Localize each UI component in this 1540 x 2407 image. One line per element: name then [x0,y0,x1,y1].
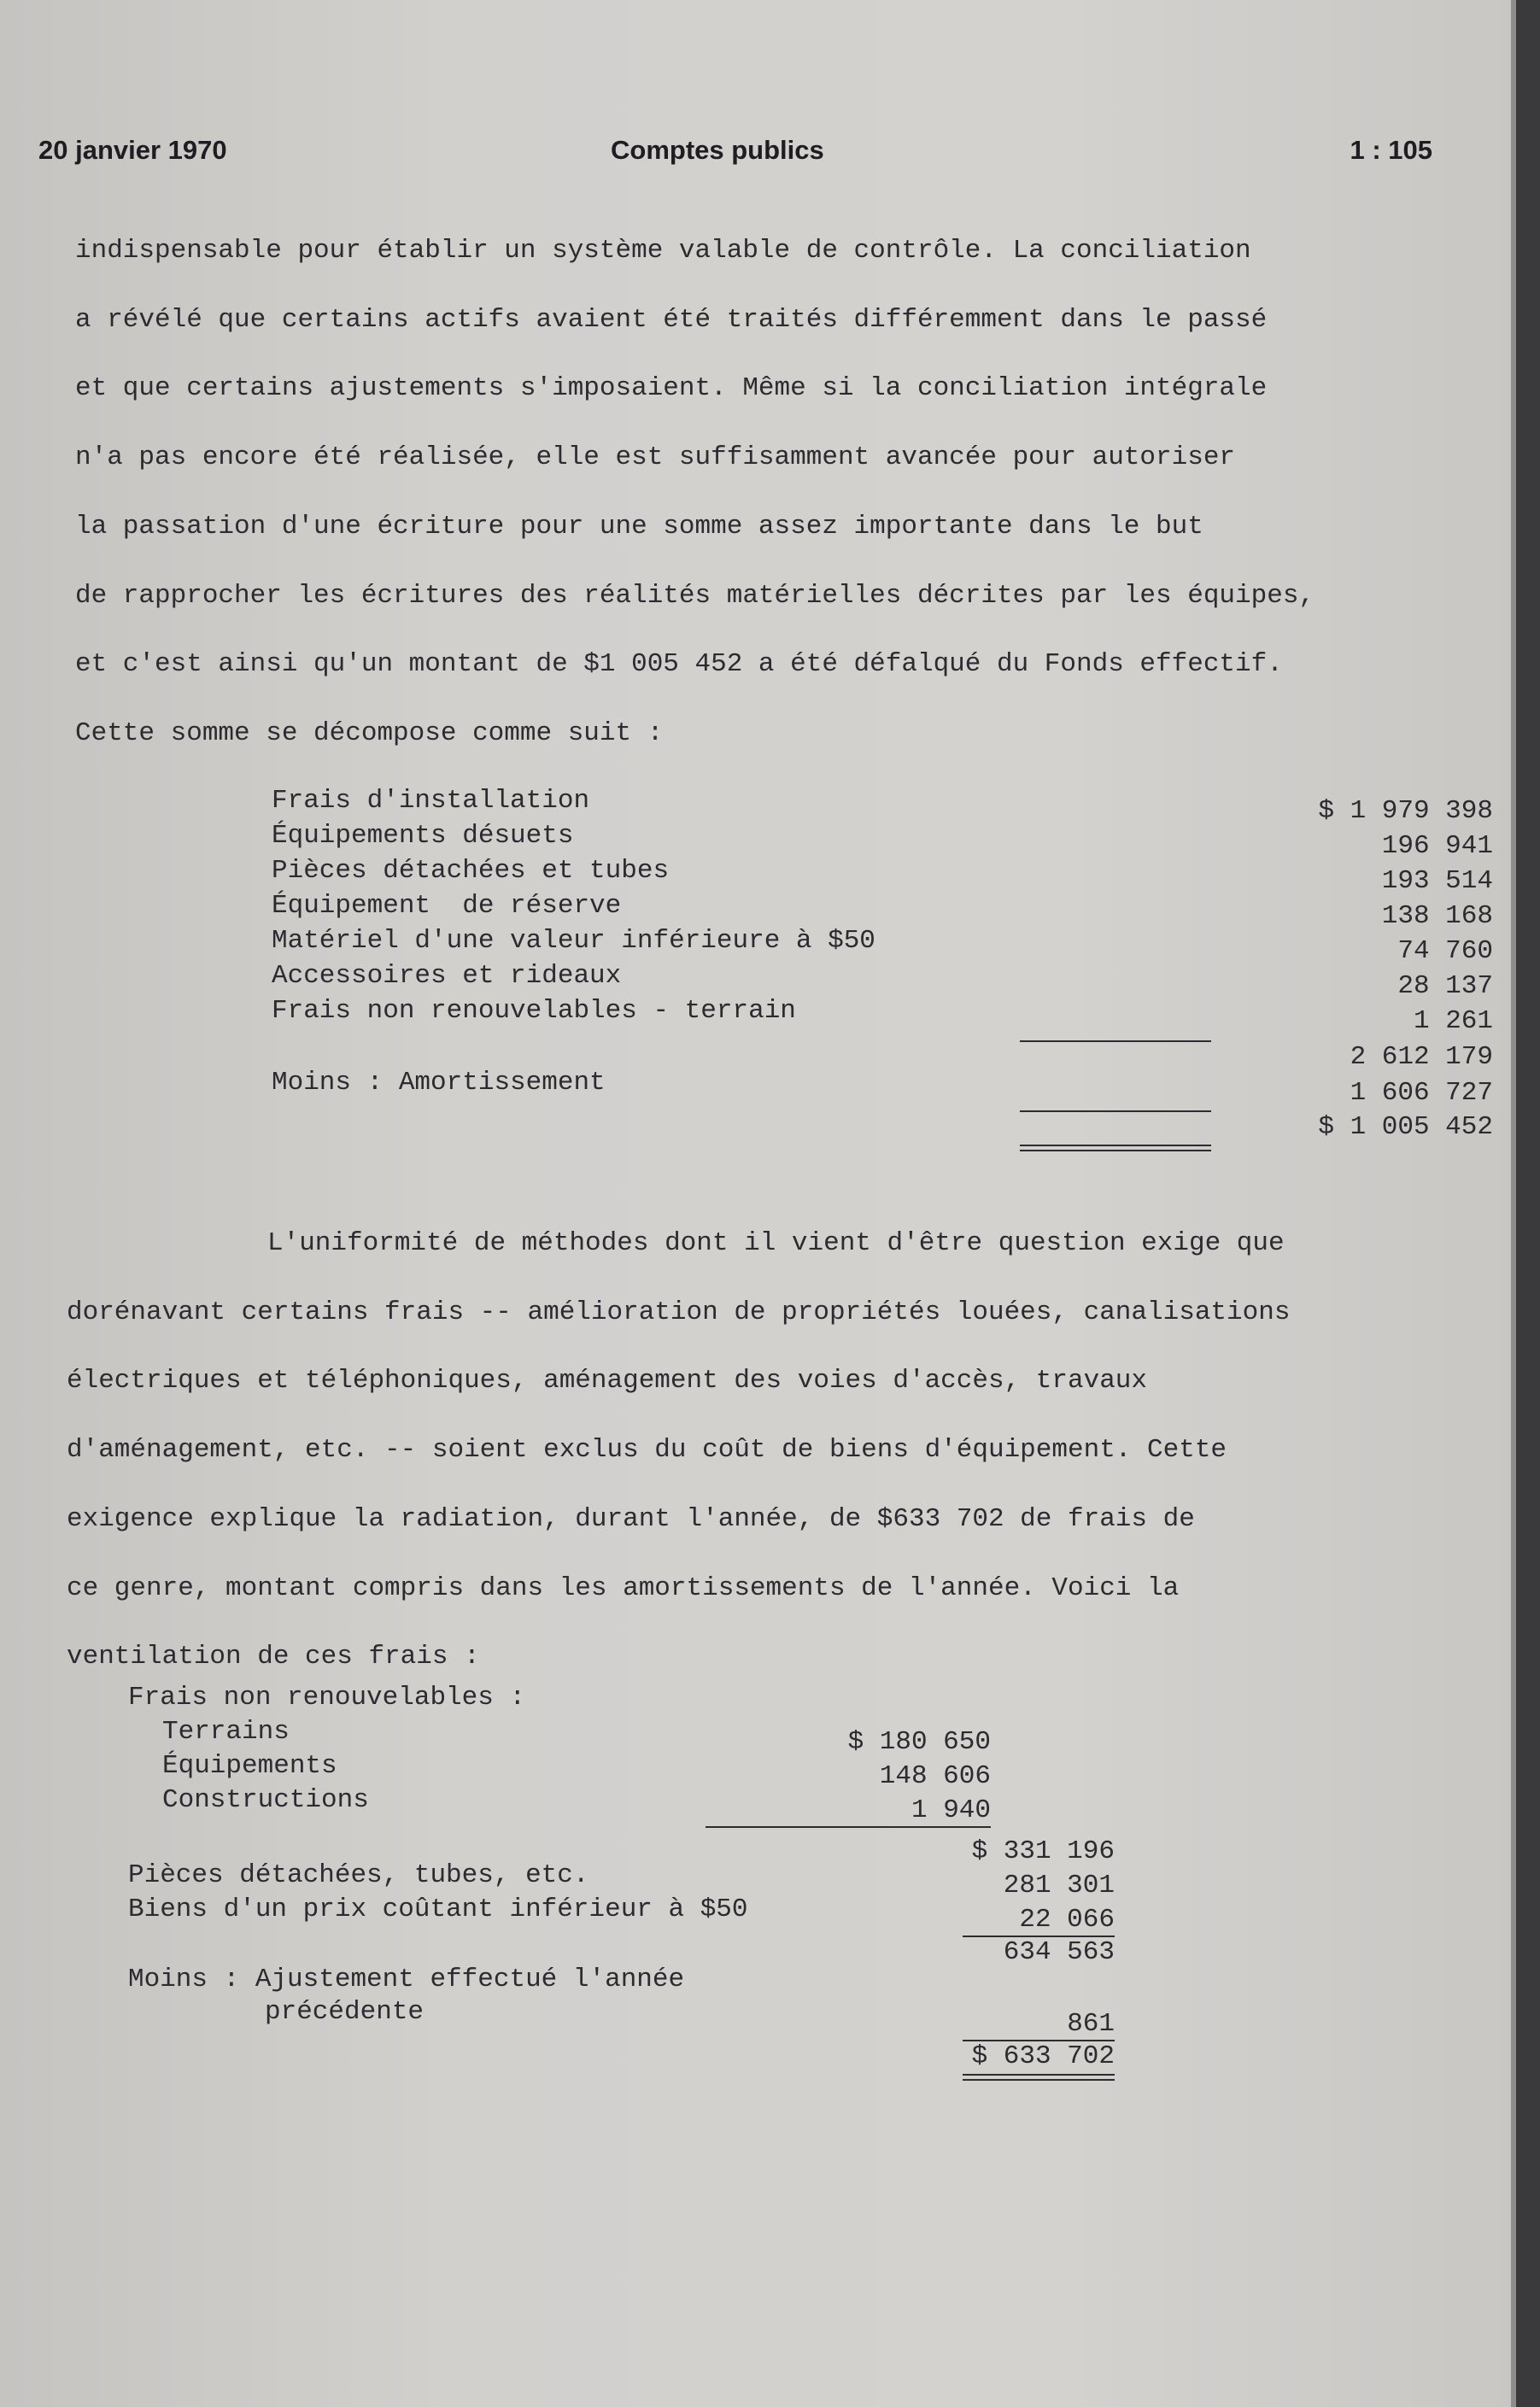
writeoff-table [272,786,1493,1162]
text-line: et que certains ajustements s'imposaient. Même si la conciliation intégrale [75,373,1268,404]
table-row-label: Constructions [162,1785,369,1815]
total-double-rule [963,2074,1115,2076]
table-row-amount: 28 137 [1397,971,1493,1001]
less-label-continued: précédente [265,1997,425,2027]
table-row-label: Frais non renouvelables - terrain [272,996,796,1026]
text-line: dorénavant certains frais -- amélioration de propriétés louées, canalisations [67,1297,1291,1327]
table-row-amount: $ 180 650 [847,1727,991,1757]
less-amount: 861 [1067,2009,1115,2039]
text-line: Cette somme se décompose comme suit : [75,717,664,748]
header-page-number: 1 : 105 [1350,135,1432,165]
total-double-rule [1020,1145,1211,1146]
text-line: électriques et téléphoniques, aménagement des voies d'accès, travaux [67,1366,1148,1397]
less-amount: 1 606 727 [1350,1078,1493,1108]
section-heading: Frais non renouvelables : [128,1683,526,1713]
sum-rule [706,1826,991,1828]
table-row-amount: 193 514 [1381,866,1493,896]
text-line: indispensable pour établir un système valable de contrôle. La conciliation [75,236,1251,266]
table-row-label: Pièces détachées, tubes, etc. [128,1860,589,1890]
less-label: Moins : Ajustement effectué l'année [128,1965,685,1994]
breakdown-table [128,1683,1136,2084]
subsection-total: $ 331 196 [971,1836,1115,1866]
text-line: n'a pas encore été réalisée, elle est suffisamment avancée pour autoriser [75,442,1236,473]
less-label: Moins : Amortissement [272,1068,606,1098]
total-amount: $ 1 005 452 [1318,1112,1493,1142]
text-line: ventilation de ces frais : [67,1642,480,1672]
text-line: et c'est ainsi qu'un montant de $1 005 452 a été défalqué du Fonds effectif. [75,649,1283,680]
text-line: exigence explique la radiation, durant l'année, de $633 702 de frais de [67,1503,1195,1534]
header-date: 20 janvier 1970 [38,135,227,165]
table-row-label: Équipements désuets [272,821,574,851]
page-header [38,135,1432,169]
table-row-amount: 1 940 [911,1795,991,1825]
total-amount: $ 633 702 [971,2041,1115,2071]
text-line: la passation d'une écriture pour une somme assez importante dans le but [75,511,1203,542]
table-row-label: Équipements [162,1751,337,1781]
table-row-label: Équipement de réserve [272,891,622,921]
text-line: a révélé que certains actifs avaient été traités différemment dans le passé [75,304,1268,335]
table-row-label: Biens d'un prix coûtant inférieur à $50 [128,1895,748,1924]
table-row-amount: 1 261 [1413,1006,1493,1036]
table-row-amount: 281 301 [1003,1871,1115,1900]
table-row-label: Pièces détachées et tubes [272,856,670,886]
table-row-amount: 74 760 [1397,936,1493,966]
text-line: d'aménagement, etc. -- soient exclus du coût de biens d'équipement. Cette [67,1435,1227,1466]
paragraph-1 [75,217,1315,769]
table-row-label: Frais d'installation [272,786,590,816]
table-row-label: Accessoires et rideaux [272,961,622,991]
table-row-label: Terrains [162,1717,290,1747]
table-row-amount: 148 606 [879,1761,991,1791]
table-row-label: Matériel d'une valeur inférieure à $50 [272,926,875,956]
header-title: Comptes publics [611,135,824,165]
table-row-amount: 22 066 [1019,1905,1115,1935]
text-line: ce genre, montant compris dans les amortissements de l'année. Voici la [67,1572,1180,1603]
text-line: de rapprocher les écritures des réalités matérielles décrites par les équipes, [75,580,1315,611]
text-line: L'uniformité de méthodes dont il vient d'être question exige que [267,1228,1285,1258]
subtotal-amount: 634 563 [1003,1937,1115,1967]
table-row-amount: 138 168 [1381,901,1493,931]
paragraph-2 [67,1209,1290,1692]
subtotal-amount: 2 612 179 [1350,1042,1493,1072]
table-row-amount: 196 941 [1381,831,1493,861]
table-row-amount: $ 1 979 398 [1318,796,1493,826]
